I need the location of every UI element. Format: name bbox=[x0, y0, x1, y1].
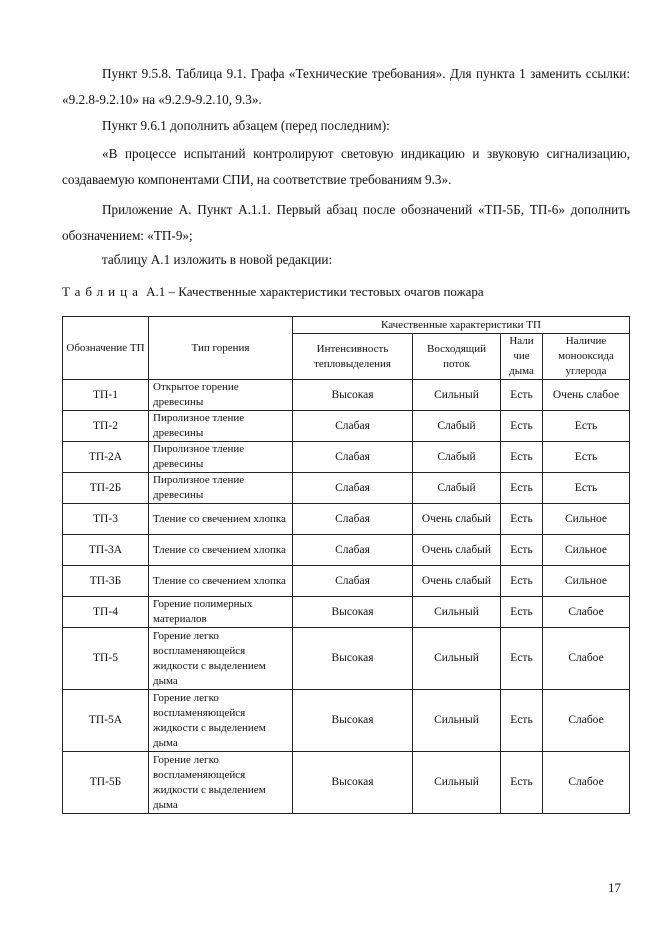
cell-carbon-monoxide: Есть bbox=[543, 473, 630, 504]
cell-intensity: Высокая bbox=[293, 380, 413, 411]
cell-designation: ТП-3А bbox=[63, 535, 149, 566]
table-row bbox=[63, 566, 630, 597]
header-smoke: Нали чие дыма bbox=[501, 334, 543, 380]
cell-carbon-monoxide: Сильное bbox=[543, 566, 630, 597]
cell-carbon-monoxide: Сильное bbox=[543, 504, 630, 535]
header-designation: Обозначение ТП bbox=[63, 317, 149, 380]
paragraph-table-intro: таблицу А.1 изложить в новой редакции: bbox=[102, 252, 333, 267]
table-row bbox=[63, 597, 630, 628]
cell-burn-type: Тление со свечением хлопка bbox=[149, 566, 293, 597]
cell-designation: ТП-4 bbox=[63, 597, 149, 628]
cell-intensity: Высокая bbox=[293, 628, 413, 690]
paragraph-amendment-961: Пункт 9.6.1 дополнить абзацем (перед последним): bbox=[102, 118, 390, 133]
cell-upward-flow: Сильный bbox=[413, 752, 501, 814]
cell-upward-flow: Сильный bbox=[413, 380, 501, 411]
cell-smoke: Есть bbox=[501, 628, 543, 690]
table-body bbox=[63, 380, 630, 814]
table-row bbox=[63, 473, 630, 504]
cell-intensity: Высокая bbox=[293, 752, 413, 814]
page-number: 17 bbox=[608, 880, 621, 895]
cell-upward-flow: Слабый bbox=[413, 442, 501, 473]
cell-smoke: Есть bbox=[501, 597, 543, 628]
table-caption-word: Таблица bbox=[62, 284, 143, 299]
cell-burn-type: Горение полимерных материалов bbox=[149, 597, 293, 628]
cell-carbon-monoxide: Очень слабое bbox=[543, 380, 630, 411]
cell-intensity: Слабая bbox=[293, 442, 413, 473]
cell-burn-type: Тление со свечением хлопка bbox=[149, 535, 293, 566]
cell-smoke: Есть bbox=[501, 752, 543, 814]
paragraph-amendment-958: Пункт 9.5.8. Таблица 9.1. Графа «Технические требования». Для пункта 1 заменить ссылки: «9.2.8-9.2.10» на «9.2.9-9.2.10, 9.3». bbox=[62, 66, 630, 107]
cell-designation: ТП-2А bbox=[63, 442, 149, 473]
table-row bbox=[63, 628, 630, 690]
cell-carbon-monoxide: Есть bbox=[543, 411, 630, 442]
cell-smoke: Есть bbox=[501, 380, 543, 411]
cell-designation: ТП-1 bbox=[63, 380, 149, 411]
cell-burn-type: Горение легко воспламеняющейся жидкости с выделением дыма bbox=[149, 628, 293, 690]
cell-smoke: Есть bbox=[501, 566, 543, 597]
cell-burn-type: Пиролизное тление древесины bbox=[149, 442, 293, 473]
cell-designation: ТП-5 bbox=[63, 628, 149, 690]
cell-designation: ТП-2 bbox=[63, 411, 149, 442]
cell-smoke: Есть bbox=[501, 473, 543, 504]
cell-intensity: Высокая bbox=[293, 690, 413, 752]
cell-designation: ТП-5А bbox=[63, 690, 149, 752]
table-row bbox=[63, 690, 630, 752]
cell-burn-type: Горение легко воспламеняющейся жидкости с выделением дыма bbox=[149, 690, 293, 752]
cell-designation: ТП-2Б bbox=[63, 473, 149, 504]
header-intensity: Интенсивность тепловыделения bbox=[293, 334, 413, 380]
header-qualitative-group: Качественные характеристики ТП bbox=[293, 317, 630, 334]
table-caption-text: А.1 – Качественные характеристики тестовых очагов пожара bbox=[146, 284, 484, 299]
header-carbon-monoxide: Наличие монооксида углерода bbox=[543, 334, 630, 380]
cell-burn-type: Тление со свечением хлопка bbox=[149, 504, 293, 535]
table-row bbox=[63, 535, 630, 566]
header-burn-type: Тип горения bbox=[149, 317, 293, 380]
table-row bbox=[63, 380, 630, 411]
cell-upward-flow: Слабый bbox=[413, 473, 501, 504]
cell-carbon-monoxide: Слабое bbox=[543, 690, 630, 752]
cell-intensity: Слабая bbox=[293, 473, 413, 504]
fire-characteristics-table bbox=[62, 316, 630, 814]
table-row bbox=[63, 411, 630, 442]
cell-burn-type: Пиролизное тление древесины bbox=[149, 411, 293, 442]
cell-intensity: Слабая bbox=[293, 504, 413, 535]
paragraph-quote-testing: «В процессе испытаний контролируют световую индикацию и звуковую сигнализацию, создаваемую компонентами СПИ, на соответствие требованиям 9.3». bbox=[62, 146, 630, 187]
cell-designation: ТП-3Б bbox=[63, 566, 149, 597]
table-row bbox=[63, 752, 630, 814]
cell-upward-flow: Очень слабый bbox=[413, 504, 501, 535]
cell-intensity: Высокая bbox=[293, 597, 413, 628]
table-row bbox=[63, 442, 630, 473]
cell-smoke: Есть bbox=[501, 535, 543, 566]
cell-upward-flow: Слабый bbox=[413, 411, 501, 442]
cell-carbon-monoxide: Есть bbox=[543, 442, 630, 473]
cell-upward-flow: Сильный bbox=[413, 628, 501, 690]
cell-intensity: Слабая bbox=[293, 411, 413, 442]
cell-burn-type: Горение легко воспламеняющейся жидкости с выделением дыма bbox=[149, 752, 293, 814]
cell-carbon-monoxide: Слабое bbox=[543, 597, 630, 628]
table-caption bbox=[62, 284, 484, 300]
cell-designation: ТП-5Б bbox=[63, 752, 149, 814]
header-upward-flow: Восходящий поток bbox=[413, 334, 501, 380]
cell-upward-flow: Очень слабый bbox=[413, 535, 501, 566]
cell-smoke: Есть bbox=[501, 690, 543, 752]
cell-smoke: Есть bbox=[501, 411, 543, 442]
cell-intensity: Слабая bbox=[293, 566, 413, 597]
cell-intensity: Слабая bbox=[293, 535, 413, 566]
cell-burn-type: Пиролизное тление древесины bbox=[149, 473, 293, 504]
cell-burn-type: Открытое горение древесины bbox=[149, 380, 293, 411]
cell-designation: ТП-3 bbox=[63, 504, 149, 535]
cell-upward-flow: Сильный bbox=[413, 597, 501, 628]
cell-carbon-monoxide: Слабое bbox=[543, 752, 630, 814]
cell-upward-flow: Сильный bbox=[413, 690, 501, 752]
paragraph-appendix-a: Приложение А. Пункт А.1.1. Первый абзац после обозначений «ТП-5Б, ТП-6» дополнить обозначением: «ТП-9»; bbox=[62, 202, 630, 243]
cell-smoke: Есть bbox=[501, 504, 543, 535]
cell-carbon-monoxide: Слабое bbox=[543, 628, 630, 690]
cell-carbon-monoxide: Сильное bbox=[543, 535, 630, 566]
cell-upward-flow: Очень слабый bbox=[413, 566, 501, 597]
cell-smoke: Есть bbox=[501, 442, 543, 473]
table-row bbox=[63, 504, 630, 535]
